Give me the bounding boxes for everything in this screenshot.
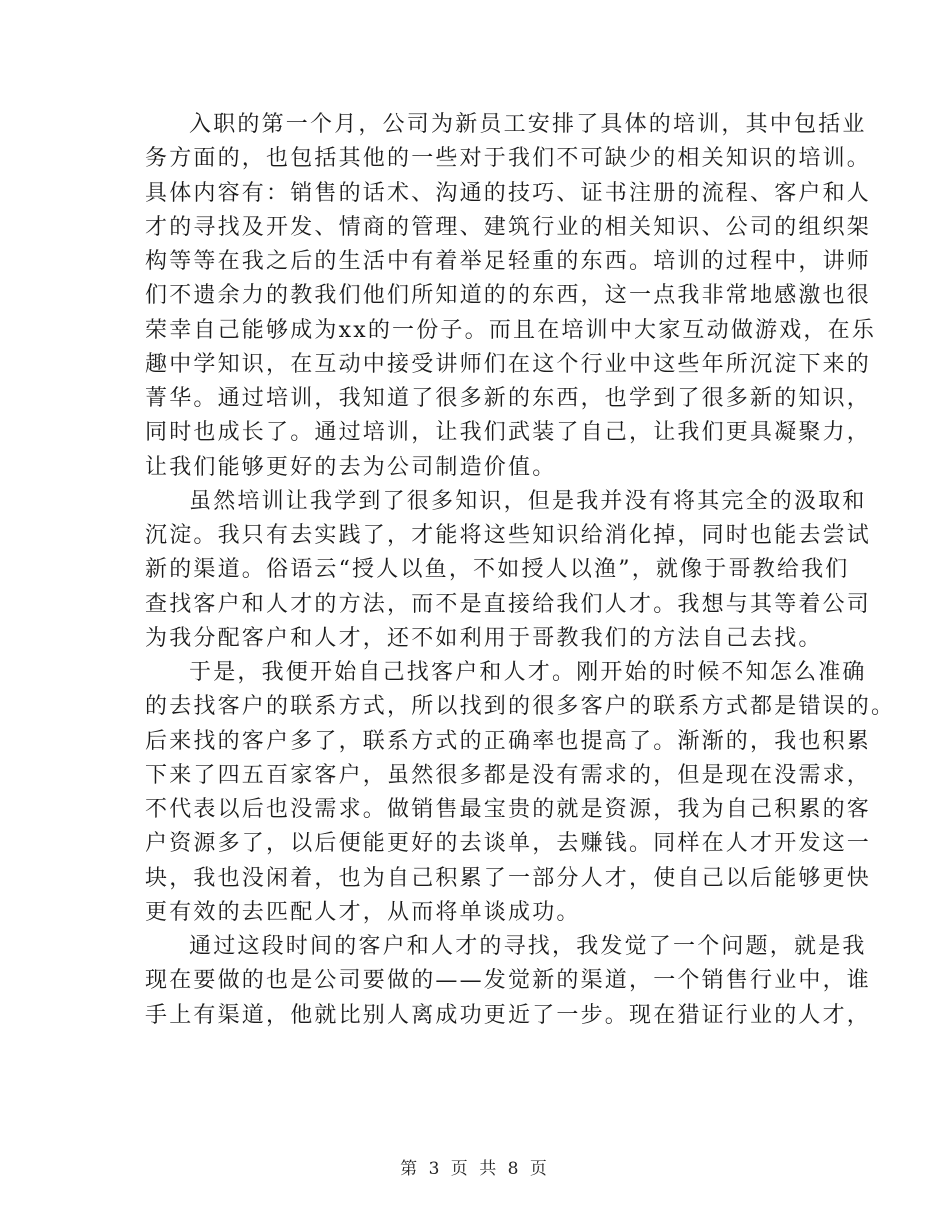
text-line: 手上有渠道，他就比别人离成功更近了一步。现在猎证行业的人才， (145, 1002, 872, 1028)
text-line: 让我们能够更好的去为公司制造价值。 (145, 454, 557, 480)
text-line: 块，我也没闲着，也为自己积累了一部分人才，使自己以后能够更快 (145, 865, 872, 891)
text-line: 菁华。通过培训，我知道了很多新的东西，也学到了很多新的知识， (145, 386, 872, 411)
text-line: 虽然培训让我学到了很多知识，但是我并没有将其完全的汲取和 (189, 488, 867, 514)
text-line: 于是，我便开始自己找客户和人才。刚开始的时候不知怎么准确 (189, 660, 867, 685)
text-line: 不代表以后也没需求。做销售最宝贵的就是资源，我为自己积累的客 (145, 797, 872, 822)
text-line: 查找客户和人才的方法，而不是直接给我们人才。我想与其等着公司 (145, 591, 872, 617)
text-line: 沉淀。我只有去实践了，才能将这些知识给消化掉，同时也能去尝试 (145, 523, 872, 548)
page-number: 第 3 页 共 8 页 (400, 1159, 550, 1179)
text-line: 为我分配客户和人才，还不如利用于哥教我们的方法自己去找。 (145, 625, 823, 651)
text-line: 具体内容有：销售的话术、沟通的技巧、证书注册的流程、客户和人 (145, 180, 872, 206)
text-line: 更有效的去匹配人才，从而将单谈成功。 (145, 899, 581, 925)
text-line: 后来找的客户多了，联系方式的正确率也提高了。渐渐的，我也积累 (145, 728, 872, 754)
text-line: 们不遗余力的教我们他们所知道的的东西，这一点我非常地感激也很 (145, 283, 872, 309)
text-line: 构等等在我之后的生活中有着举足轻重的东西。培训的过程中，讲师 (145, 249, 872, 274)
text-line: 才的寻找及开发、情商的管理、建筑行业的相关知识、公司的组织架 (145, 214, 872, 240)
text-line: 的去找客户的联系方式，所以找到的很多客户的联系方式都是错误的。 (145, 694, 896, 720)
text-line: 现在要做的也是公司要做的——发觉新的渠道，一个销售行业中，谁 (145, 968, 872, 994)
text-line: 同时也成长了。通过培训，让我们武装了自己，让我们更具凝聚力， (145, 420, 872, 446)
document-body (145, 108, 896, 1033)
text-line: 趣中学知识，在互动中接受讲师们在这个行业中这些年所沉淀下来的 (145, 351, 872, 377)
text-line: 下来了四五百家客户，虽然很多都是没有需求的，但是现在没需求， (145, 762, 872, 788)
text-line: 荣幸自己能够成为xx的一份子。而且在培训中大家互动做游戏，在乐 (145, 317, 877, 343)
text-line: 务方面的，也包括其他的一些对于我们不可缺少的相关知识的培训。 (145, 146, 872, 172)
text-line: 入职的第一个月，公司为新员工安排了具体的培训，其中包括业 (189, 112, 867, 137)
text-line: 通过这段时间的客户和人才的寻找，我发觉了一个问题，就是我 (189, 934, 867, 959)
text-line: 户资源多了，以后便能更好的去谈单，去赚钱。同样在人才开发这一 (145, 831, 872, 857)
text-line: 新的渠道。俗语云“授人以鱼，不如授人以渔”，就像于哥教给我们 (145, 557, 850, 583)
